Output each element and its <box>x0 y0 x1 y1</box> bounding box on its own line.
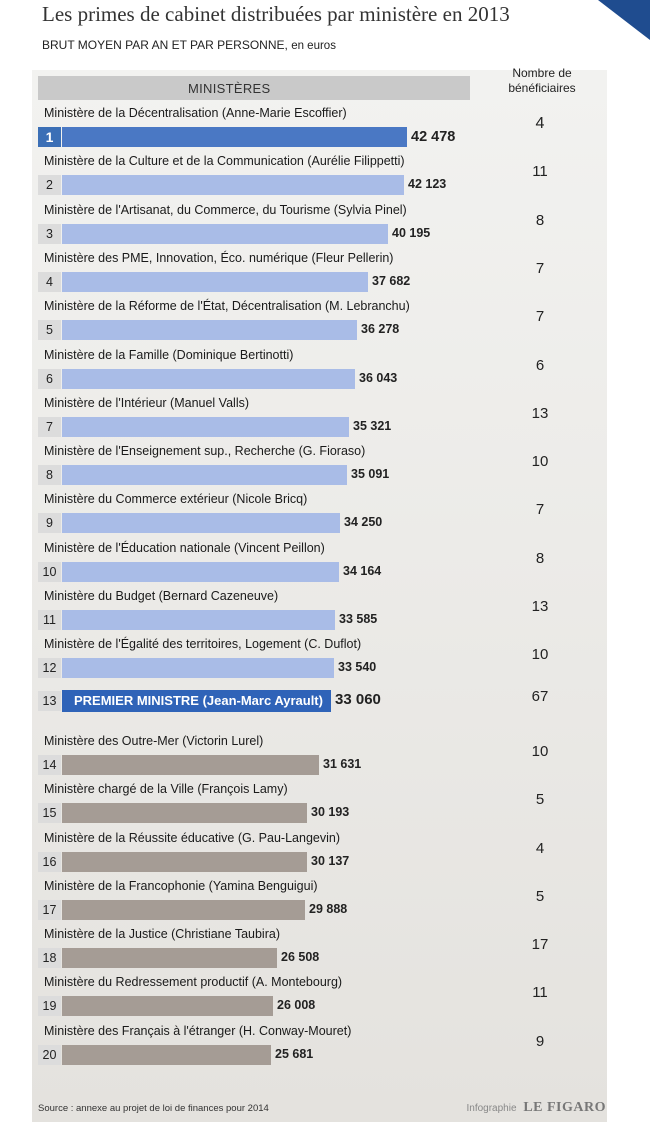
bar-value-label: 42 123 <box>408 177 447 192</box>
bar <box>62 900 305 920</box>
ministry-label: Ministère des Français à l'étranger (H. Conway-Mouret) <box>44 1023 352 1038</box>
beneficiaries-count: 4 <box>535 115 545 132</box>
ministry-label: Ministère des Outre-Mer (Victorin Lurel) <box>44 733 264 748</box>
ministry-label: Ministère de la Réussite éducative (G. Pau-Langevin) <box>44 830 340 845</box>
credit-brand-logo: LE FIGARO <box>523 1100 606 1115</box>
bar <box>62 658 334 678</box>
bar-value-label: 42 478 <box>411 129 456 145</box>
beneficiaries-count: 13 <box>531 598 549 615</box>
ministry-label: Ministère de l'Intérieur (Manuel Valls) <box>44 395 250 410</box>
count-header-line2: bénéficiaires <box>508 81 576 95</box>
rank-badge: 10 <box>38 562 61 582</box>
rank-badge: 19 <box>38 996 61 1016</box>
rank-badge: 13 <box>38 691 61 711</box>
beneficiaries-count: 67 <box>531 687 549 705</box>
bar-value-label: 26 508 <box>281 950 320 965</box>
chart-title: Les primes de cabinet distribuées par ministère en 2013 <box>42 2 510 26</box>
bar-value-label: 33 585 <box>339 612 378 626</box>
bar <box>62 852 307 872</box>
rank-badge: 20 <box>38 1045 61 1065</box>
column-header-ministeres: MINISTÈRES <box>38 76 470 100</box>
bar-value-label: 26 008 <box>277 998 316 1013</box>
bar <box>62 996 273 1016</box>
rank-badge: 18 <box>38 948 61 968</box>
beneficiaries-count: 10 <box>531 742 549 760</box>
rank-badge: 7 <box>38 417 61 437</box>
bar-value-label: 30 193 <box>311 805 350 820</box>
bar-value-label: 36 043 <box>359 370 398 385</box>
subtitle-main: BRUT MOYEN PAR AN ET PAR PERSONNE, <box>42 38 288 52</box>
bar-value-label: 29 888 <box>309 901 348 916</box>
bar-value-label: 25 681 <box>275 1046 314 1061</box>
credit-prefix: Infographie <box>466 1103 517 1114</box>
rank-badge: 5 <box>38 320 61 340</box>
beneficiaries-count: 7 <box>535 501 545 519</box>
bar-value-label: 37 682 <box>372 273 411 288</box>
ministry-label: Ministère du Commerce extérieur (Nicole Bricq) <box>44 492 308 507</box>
count-header-line1: Nombre de <box>512 66 572 80</box>
ministry-label: Ministère chargé de la Ville (François Lamy) <box>44 782 288 797</box>
beneficiaries-count: 9 <box>535 1032 545 1050</box>
beneficiaries-count: 7 <box>535 308 545 326</box>
rank-badge: 1 <box>38 127 61 147</box>
beneficiaries-count: 10 <box>531 646 549 664</box>
bar <box>62 755 319 775</box>
bar <box>62 948 277 968</box>
rank-badge: 11 <box>38 610 61 630</box>
ministry-label: Ministère de la Réforme de l'État, Décentralisation (M. Lebranchu) <box>44 299 410 314</box>
credit <box>466 1100 606 1116</box>
ministry-label: Ministère de l'Artisanat, du Commerce, du Tourisme (Sylvia Pinel) <box>44 202 407 217</box>
bar <box>62 127 407 147</box>
bar-value-label: 31 631 <box>323 756 362 771</box>
bar <box>62 175 404 195</box>
beneficiaries-count: 11 <box>532 984 548 1002</box>
bar-value-label: 40 195 <box>392 225 431 240</box>
beneficiaries-count: 6 <box>535 356 545 374</box>
rank-badge: 9 <box>38 513 61 533</box>
rank-badge: 12 <box>38 658 61 678</box>
subtitle-unit: en euros <box>291 40 336 52</box>
source-note: Source : annexe au projet de loi de finances pour 2014 <box>38 1103 269 1114</box>
rank-badge: 3 <box>38 224 61 244</box>
bar <box>62 1045 271 1065</box>
bar <box>62 513 340 533</box>
beneficiaries-count: 13 <box>531 404 549 422</box>
beneficiaries-count: 4 <box>535 839 545 857</box>
bar <box>62 610 335 630</box>
bar <box>62 224 388 244</box>
bar-value-label: 33 540 <box>338 660 377 675</box>
bar <box>62 562 339 582</box>
ministry-label: Ministère du Redressement productif (A. Montebourg) <box>44 975 343 990</box>
beneficiaries-count: 5 <box>535 887 545 905</box>
rank-badge: 16 <box>38 852 61 872</box>
bar-value-label: 30 137 <box>311 853 350 868</box>
rank-badge: 15 <box>38 803 61 823</box>
bar <box>62 465 347 485</box>
bar <box>62 369 355 389</box>
rank-badge: 2 <box>38 175 61 195</box>
ministry-label: Ministère de la Famille (Dominique Bertinotti) <box>44 347 294 362</box>
ministry-label: Ministère de la Décentralisation (Anne-Marie Escoffier) <box>44 106 347 120</box>
rank-badge: 8 <box>38 465 61 485</box>
bar-value-label: 33 060 <box>335 690 381 708</box>
bar <box>62 320 357 340</box>
bar-value-label: 36 278 <box>361 322 400 337</box>
ministry-label: Ministère du Budget (Bernard Cazeneuve) <box>44 589 279 603</box>
bar-value-label: 35 091 <box>351 467 390 482</box>
bar-value-label: 34 250 <box>344 515 383 530</box>
beneficiaries-count: 8 <box>535 549 545 567</box>
ministry-label: Ministère de l'Enseignement sup., Recherche (G. Fioraso) <box>44 444 366 459</box>
beneficiaries-count: 11 <box>532 163 548 181</box>
bar <box>62 803 307 823</box>
rank-badge: 14 <box>38 755 61 775</box>
beneficiaries-count: 5 <box>535 791 545 809</box>
ministry-label: Ministère de l'Égalité des territoires, Logement (C. Duflot) <box>44 637 362 652</box>
ministry-label: Ministère de la Justice (Christiane Taubira) <box>44 927 280 942</box>
bar-premier-ministre: PREMIER MINISTRE (Jean-Marc Ayrault) <box>62 690 331 712</box>
beneficiaries-count: 7 <box>535 259 545 277</box>
bar-value-label: 34 164 <box>343 563 382 578</box>
beneficiaries-count: 10 <box>531 453 549 471</box>
ministry-label: Ministère de la Culture et de la Communication (Aurélie Filippetti) <box>44 154 405 169</box>
bar-value-label: 35 321 <box>353 418 392 433</box>
bar <box>62 417 349 437</box>
rank-badge: 4 <box>38 272 61 292</box>
rank-badge: 6 <box>38 369 61 389</box>
bar <box>62 272 368 292</box>
beneficiaries-count: 17 <box>531 936 549 954</box>
ministry-label: Ministère de la Francophonie (Yamina Benguigui) <box>44 878 318 893</box>
ministry-label: Ministère de l'Éducation nationale (Vincent Peillon) <box>44 540 325 555</box>
rank-badge: 17 <box>38 900 61 920</box>
ministry-label: Ministère des PME, Innovation, Éco. numérique (Fleur Pellerin) <box>44 250 394 265</box>
beneficiaries-count: 8 <box>535 211 545 229</box>
